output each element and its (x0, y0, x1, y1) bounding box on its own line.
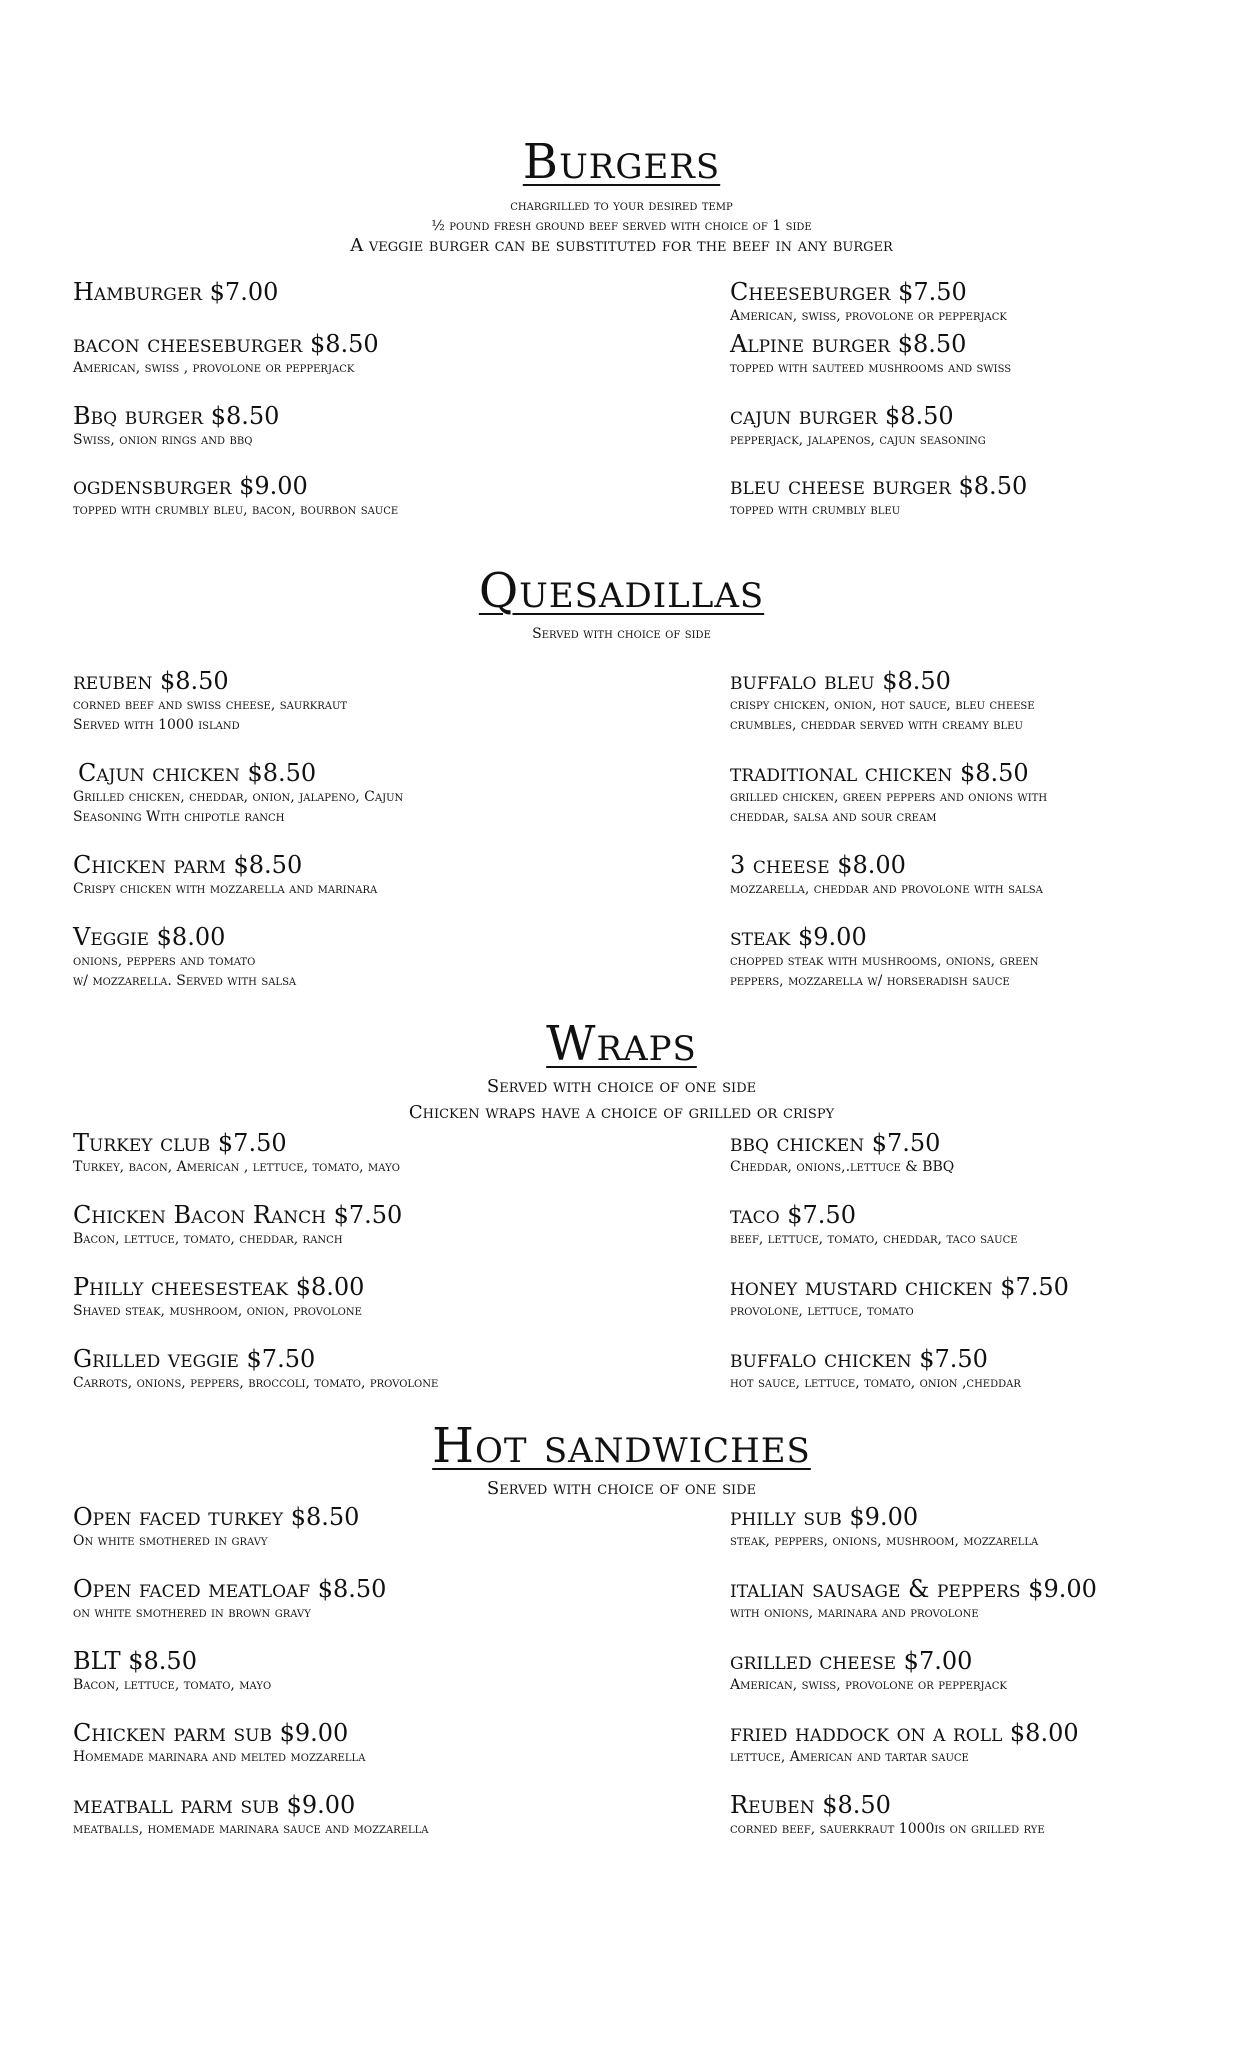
item-name: BLT $8.50 (73, 1647, 197, 1675)
menu-item (73, 1201, 633, 1249)
item-desc: American, swiss , provolone or pepperjack (73, 360, 355, 376)
item-desc: steak, peppers, onions, mushroom, mozzarella (730, 1533, 1039, 1549)
item-desc: American, swiss, provolone or pepperjack (730, 1677, 1007, 1693)
item-desc: Served with 1000 island (73, 717, 240, 733)
wraps-note-2: Chicken wraps have a choice of grilled or crispy (408, 1102, 835, 1123)
item-desc: corned beef, sauerkraut 1000is on grilled rye (730, 1821, 1045, 1837)
burgers-title: Burgers (522, 134, 721, 190)
menu-item (730, 1201, 1243, 1249)
item-desc: chopped steak with mushrooms, onions, green (730, 953, 1039, 969)
menu-item (73, 278, 633, 306)
wraps-title: Wraps (546, 1016, 697, 1072)
item-name: philly sub $9.00 (730, 1503, 919, 1531)
item-name: cajun burger $8.50 (730, 402, 954, 430)
item-desc: cheddar, salsa and sour cream (730, 809, 937, 825)
menu-item (73, 923, 633, 991)
item-name: bleu cheese burger $8.50 (730, 472, 1028, 500)
item-desc: Bacon, lettuce, tomato, cheddar, ranch (73, 1231, 343, 1247)
item-desc: crispy chicken, onion, hot sauce, bleu cheese (730, 697, 1035, 713)
menu-item (73, 1719, 633, 1767)
menu-item (730, 1719, 1243, 1767)
item-name: Veggie $8.00 (73, 923, 226, 951)
menu-item (730, 1503, 1243, 1551)
quesadillas-note: Served with choice of side (532, 626, 711, 642)
item-desc: corned beef and swiss cheese, saurkraut (73, 697, 348, 713)
menu-item (73, 1129, 633, 1177)
item-desc: Turkey, bacon, American , lettuce, tomato, mayo (73, 1159, 400, 1175)
item-desc: meatballs, homemade marinara sauce and mozzarella (73, 1821, 429, 1837)
item-name: Grilled veggie $7.50 (73, 1345, 316, 1373)
item-desc: mozzarella, cheddar and provolone with salsa (730, 881, 1043, 897)
item-desc: onions, peppers and tomato (73, 953, 256, 969)
menu-item (73, 402, 633, 450)
menu-item (73, 667, 633, 735)
item-desc: peppers, mozzarella w/ horseradish sauce (730, 973, 1010, 989)
item-desc: provolone, lettuce, tomato (730, 1303, 914, 1319)
item-desc: Bacon, lettuce, tomato, mayo (73, 1677, 272, 1693)
item-desc: Seasoning With chipotle ranch (73, 809, 285, 825)
item-name: bacon cheeseburger $8.50 (73, 330, 379, 358)
menu-item (73, 330, 633, 378)
item-name: Chicken parm $8.50 (73, 851, 303, 879)
wraps-note-1: Served with choice of one side (486, 1076, 757, 1097)
burgers-note-3: A veggie burger can be substituted for the beef in any burger (350, 235, 893, 256)
item-name: Philly cheesesteak $8.00 (73, 1273, 365, 1301)
menu-item (730, 472, 1243, 520)
item-name: Alpine burger $8.50 (730, 330, 967, 358)
item-desc: Homemade marinara and melted mozzarella (73, 1749, 366, 1765)
item-desc: w/ mozzarella. Served with salsa (73, 973, 297, 989)
item-desc: pepperjack, jalapenos, cajun seasoning (730, 432, 986, 448)
menu-item (73, 1273, 633, 1321)
item-name: italian sausage & peppers $9.00 (730, 1575, 1097, 1603)
item-desc: with onions, marinara and provolone (730, 1605, 979, 1621)
item-name: grilled cheese $7.00 (730, 1647, 973, 1675)
item-name: buffalo bleu $8.50 (730, 667, 951, 695)
menu-item (73, 1345, 633, 1393)
item-name: buffalo chicken $7.50 (730, 1345, 988, 1373)
item-desc: On white smothered in gravy (73, 1533, 268, 1549)
item-desc: Grilled chicken, cheddar, onion, jalapeno, Cajun (73, 789, 404, 805)
menu-item (730, 667, 1243, 735)
menu-item (730, 330, 1243, 378)
hot-sandwiches-note: Served with choice of one side (486, 1478, 757, 1499)
item-desc: beef, lettuce, tomato, cheddar, taco sauce (730, 1231, 1018, 1247)
item-desc: Cheddar, onions,.lettuce & BBQ (730, 1159, 955, 1175)
item-desc: topped with sauteed mushrooms and swiss (730, 360, 1012, 376)
item-name: Cajun chicken $8.50 (78, 759, 317, 787)
item-name: fried haddock on a roll $8.00 (730, 1719, 1079, 1747)
menu-item (730, 759, 1243, 827)
item-desc: hot sauce, lettuce, tomato, onion ,cheddar (730, 1375, 1021, 1391)
item-name: meatball parm sub $9.00 (73, 1791, 356, 1819)
item-desc: Shaved steak, mushroom, onion, provolone (73, 1303, 362, 1319)
menu-item (730, 1345, 1243, 1393)
item-name: reuben $8.50 (73, 667, 229, 695)
item-desc: topped with crumbly bleu, bacon, bourbon sauce (73, 502, 399, 518)
item-desc: American, swiss, provolone or pepperjack (730, 308, 1007, 324)
item-name: Bbq burger $8.50 (73, 402, 280, 430)
item-name: 3 cheese $8.00 (730, 851, 906, 879)
menu-item (730, 1791, 1243, 1839)
menu-item (73, 1575, 633, 1623)
item-desc: topped with crumbly bleu (730, 502, 901, 518)
item-name: Open faced turkey $8.50 (73, 1503, 360, 1531)
item-name: bbq chicken $7.50 (730, 1129, 941, 1157)
item-desc: grilled chicken, green peppers and onions with (730, 789, 1048, 805)
item-name: Open faced meatloaf $8.50 (73, 1575, 387, 1603)
item-name: traditional chicken $8.50 (730, 759, 1029, 787)
menu-item (73, 1791, 633, 1839)
burgers-note-2: ½ pound fresh ground beef served with choice of 1 side (431, 218, 812, 234)
item-name: Turkey club $7.50 (73, 1129, 287, 1157)
menu-item (730, 1273, 1243, 1321)
item-name: Chicken Bacon Ranch $7.50 (73, 1201, 403, 1229)
burgers-note-1: chargrilled to your desired temp (510, 198, 733, 214)
item-name: Cheeseburger $7.50 (730, 278, 967, 306)
menu-item (730, 278, 1243, 326)
menu-item (730, 1647, 1243, 1695)
quesadillas-title: Quesadillas (478, 563, 765, 619)
menu-item (730, 851, 1243, 899)
item-desc: Swiss, onion rings and bbq (73, 432, 253, 448)
item-desc: Carrots, onions, peppers, broccoli, tomato, provolone (73, 1375, 439, 1391)
item-name: Reuben $8.50 (730, 1791, 891, 1819)
item-name: honey mustard chicken $7.50 (730, 1273, 1069, 1301)
item-name: steak $9.00 (730, 923, 867, 951)
item-desc: crumbles, cheddar served with creamy bleu (730, 717, 1023, 733)
item-name: Hamburger $7.00 (73, 278, 279, 306)
item-name: taco $7.50 (730, 1201, 856, 1229)
item-desc: lettuce, American and tartar sauce (730, 1749, 969, 1765)
menu-item (73, 1503, 633, 1551)
item-name: ogdensburger $9.00 (73, 472, 308, 500)
menu-item (730, 923, 1243, 991)
item-desc: on white smothered in brown gravy (73, 1605, 311, 1621)
menu-item (73, 759, 638, 827)
menu-item (73, 1647, 633, 1695)
item-desc: Crispy chicken with mozzarella and marinara (73, 881, 378, 897)
hot-sandwiches-title: Hot sandwiches (432, 1418, 811, 1474)
item-name: Chicken parm sub $9.00 (73, 1719, 349, 1747)
menu-item (73, 851, 633, 899)
menu-item (73, 472, 633, 520)
menu-item (730, 1575, 1243, 1623)
menu-item (730, 1129, 1243, 1177)
menu-item (730, 402, 1243, 450)
